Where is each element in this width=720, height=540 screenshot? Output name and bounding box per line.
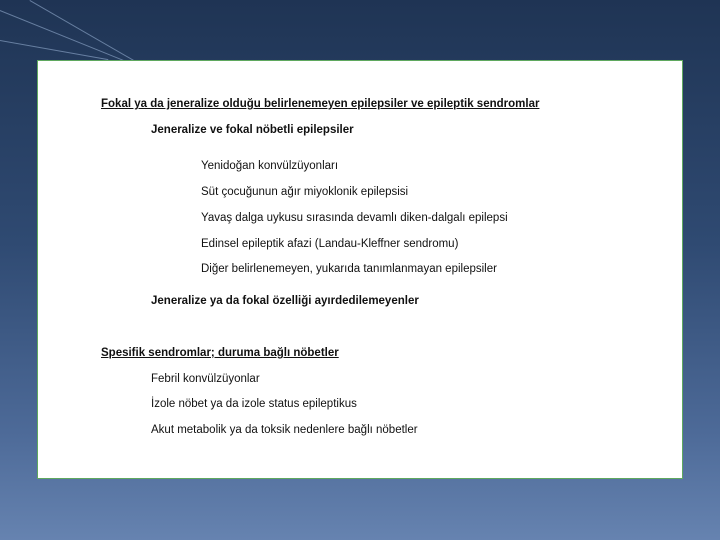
heading-spesifik-sendromlar: Spesifik sendromlar; duruma bağlı nöbetler — [101, 347, 339, 359]
subheading-jeneralize-fokal: Jeneralize ve fokal nöbetli epilepsiler — [151, 124, 354, 136]
list-item: Akut metabolik ya da toksik nedenlere bağlı nöbetler — [151, 424, 418, 436]
list-item: Yenidoğan konvülzüyonları — [201, 160, 339, 172]
decorative-line — [30, 0, 134, 61]
heading-fokal-jeneralize: Fokal ya da jeneralize olduğu belirlenemeyen epilepsiler ve epileptik sendromlar — [101, 98, 540, 110]
decorative-line — [0, 40, 108, 60]
decorative-line — [0, 10, 130, 63]
content-box — [37, 60, 683, 479]
list-item: Yavaş dalga uykusu sırasında devamlı diken-dalgalı epilepsi — [201, 212, 508, 224]
list-item: Diğer belirlenemeyen, yukarıda tanımlanmayan epilepsiler — [201, 263, 497, 275]
list-item: Süt çocuğunun ağır miyoklonik epilepsisi — [201, 186, 409, 198]
subheading-ayirdedilemeyen: Jeneralize ya da fokal özelliği ayırdedilemeyenler — [151, 295, 419, 307]
list-item: Edinsel epileptik afazi (Landau-Kleffner sendromu) — [201, 238, 459, 250]
list-item: İzole nöbet ya da izole status epileptikus — [151, 398, 357, 410]
list-item: Febril konvülzüyonlar — [151, 373, 260, 385]
